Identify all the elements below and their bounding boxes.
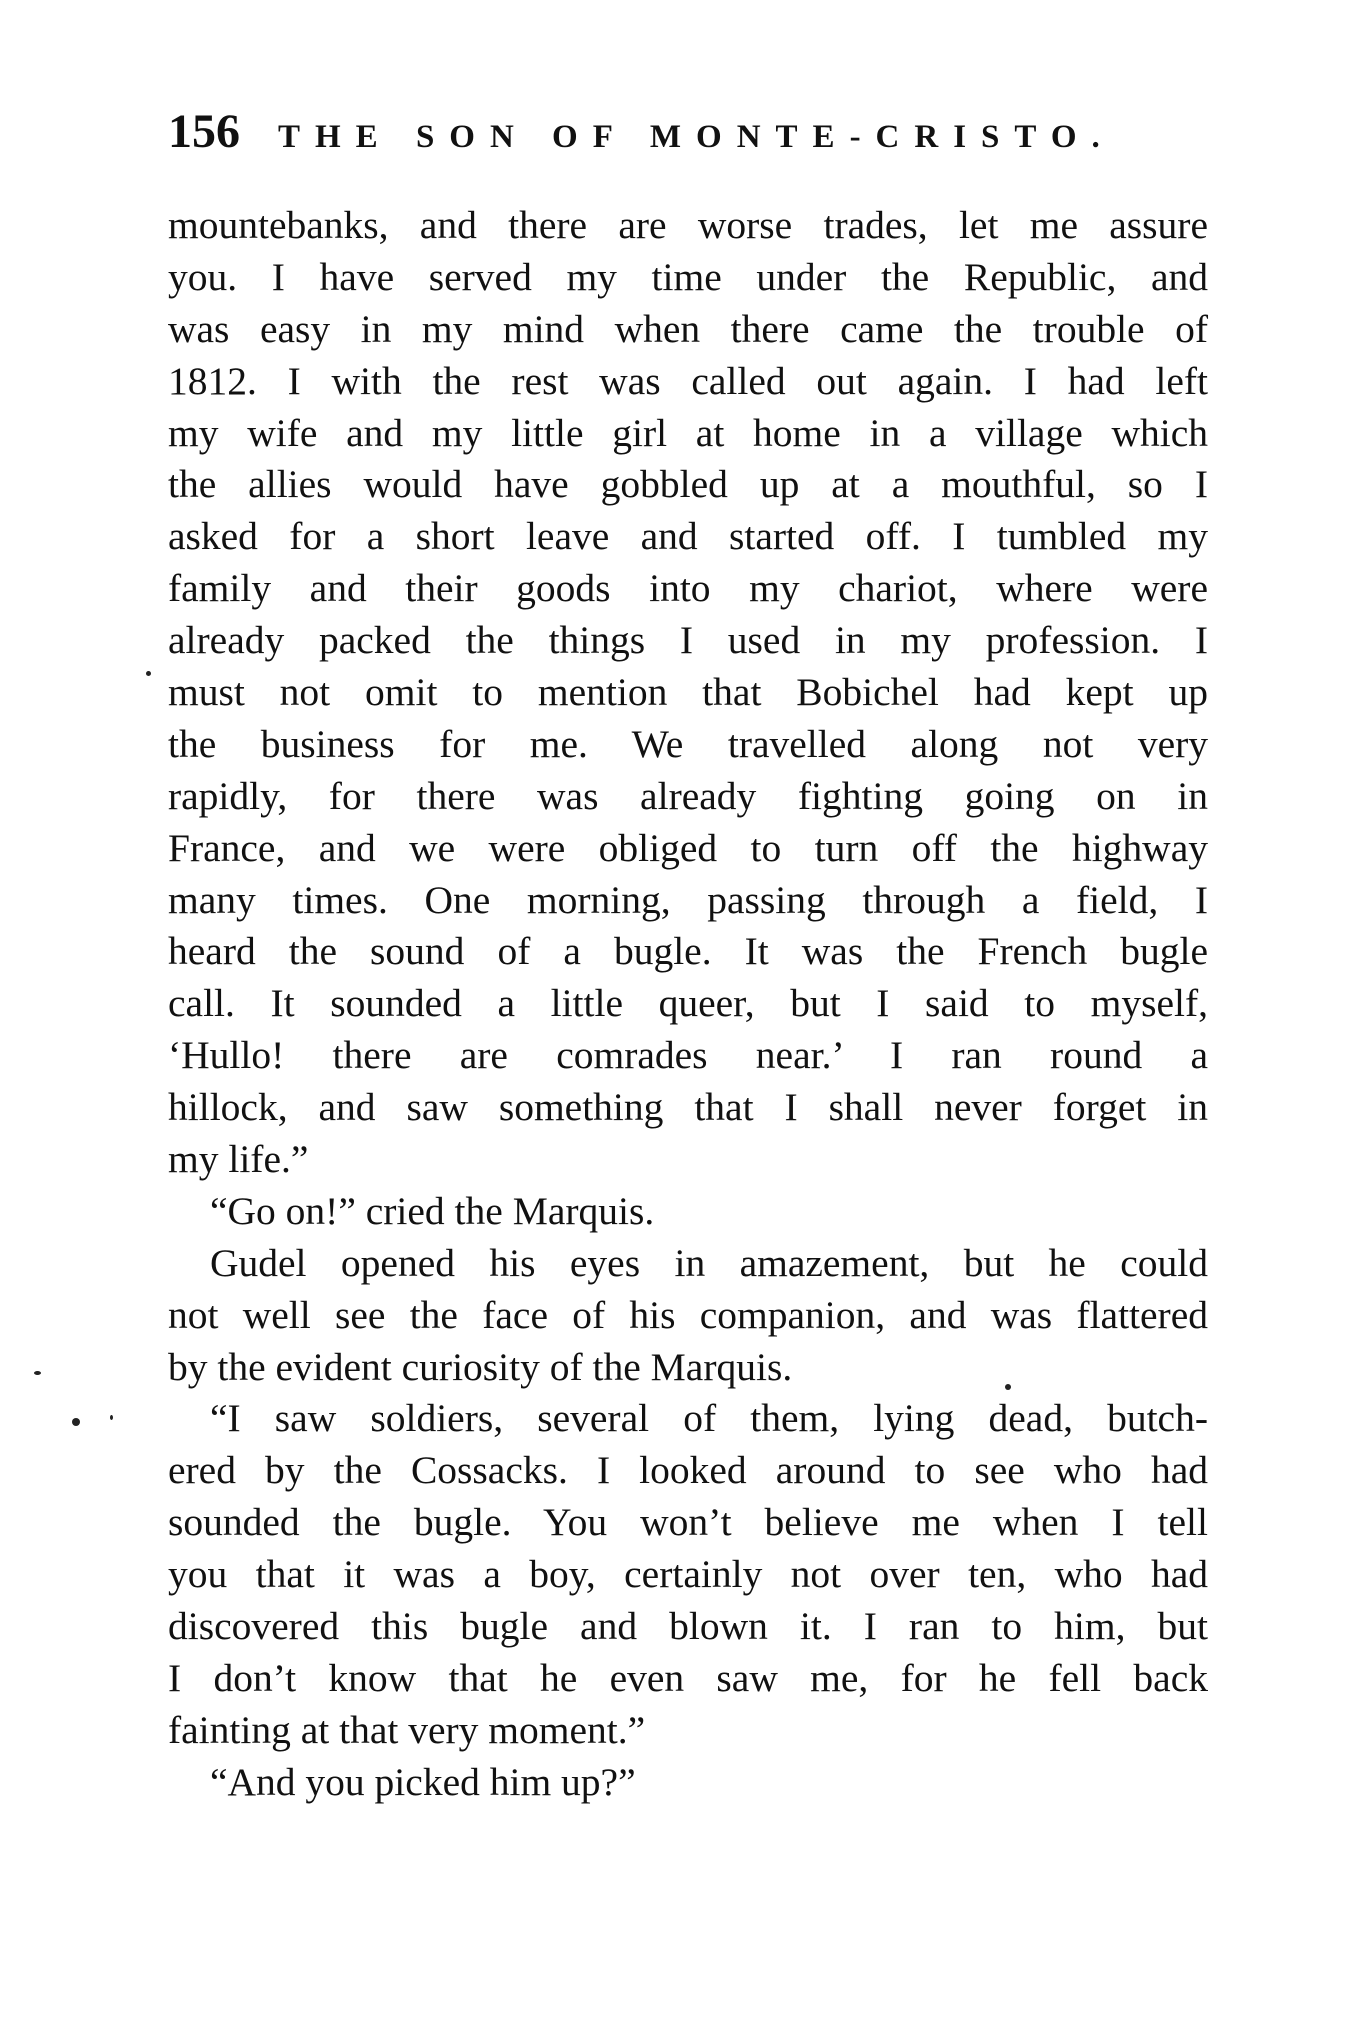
ink-speck [72, 1418, 80, 1426]
body-text [168, 200, 1208, 1809]
text-line: hillock, and saw something that I shall never forget in [168, 1085, 1208, 1130]
text-line: ered by the Cossacks. I looked around to see who had [168, 1448, 1208, 1493]
text-line: you. I have served my time under the Republic, and [168, 254, 1208, 299]
text-line: France, and we were obliged to turn off the highway [168, 825, 1208, 870]
text-line: Gudel opened his eyes in amazement, but he could [210, 1240, 1208, 1285]
text-line: heard the sound of a bugle. It was the French bugle [168, 929, 1208, 974]
text-line: “And you picked him up?” [210, 1759, 636, 1804]
ink-speck [34, 1371, 41, 1375]
text-line: “Go on!” cried the Marquis. [210, 1188, 655, 1233]
text-line: my wife and my little girl at home in a village which [168, 410, 1208, 455]
text-line: ‘Hullo! there are comrades near.’ I ran round a [168, 1033, 1208, 1078]
text-line: rapidly, for there was already fighting going on in [168, 773, 1208, 818]
text-line: “I saw soldiers, several of them, lying dead, butch- [210, 1396, 1208, 1441]
text-line: 1812. I with the rest was called out again. I had left [168, 358, 1208, 403]
text-line: call. It sounded a little queer, but I said to myself, [168, 981, 1208, 1026]
text-line: not well see the face of his companion, and was flattered [168, 1292, 1208, 1337]
text-line: fainting at that very moment.” [168, 1707, 646, 1752]
text-line: many times. One morning, passing through a field, I [168, 877, 1208, 922]
text-line: must not omit to mention that Bobichel had kept up [168, 670, 1208, 715]
text-line: the business for me. We travelled along not very [168, 721, 1208, 766]
text-line: the allies would have gobbled up at a mouthful, so I [168, 462, 1208, 507]
text-line: my life.” [168, 1137, 309, 1182]
text-line: discovered this bugle and blown it. I ran to him, but [168, 1604, 1208, 1649]
text-line: by the evident curiosity of the Marquis. [168, 1344, 793, 1389]
ink-speck [110, 1415, 113, 1420]
text-line: mountebanks, and there are worse trades, let me assure [168, 203, 1208, 247]
text-line: sounded the bugle. You won’t believe me when I tell [168, 1500, 1208, 1545]
text-line: family and their goods into my chariot, where were [168, 566, 1208, 611]
page-number: 156 [168, 105, 240, 158]
text-line: was easy in my mind when there came the trouble of [168, 306, 1208, 351]
text-line: asked for a short leave and started off. I tumbled my [168, 514, 1208, 559]
ink-speck [146, 671, 151, 676]
text-line: you that it was a boy, certainly not over ten, who had [168, 1552, 1208, 1597]
running-head [168, 104, 1208, 159]
text-line: already packed the things I used in my profession. I [168, 618, 1208, 663]
ink-speck [1005, 1384, 1011, 1390]
book-title: THE SON OF MONTE-CRISTO. [278, 119, 1115, 155]
text-line: I don’t know that he even saw me, for he fell back [168, 1655, 1208, 1700]
